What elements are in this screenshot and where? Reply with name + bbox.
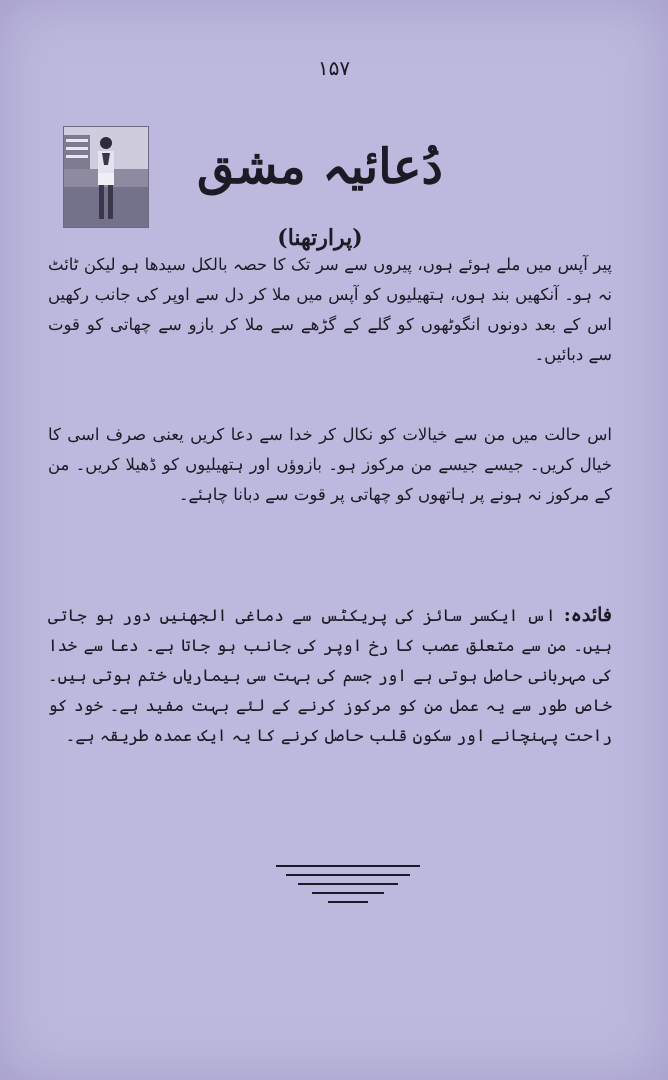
benefit-text: اس ایکسر سائز کی پریکٹس سے دماغی الجھنیں دور ہو جاتی ہیں۔ من سے متعلق عصب کا رخ اوپر کی جانب ہو جاتا ہے۔ دعا سے خدا کی مہربانی حاصل ہوتی ہے اور جسم کی بہت سی بیماریاں ختم ہوتی ہیں۔ خاص طور سے یہ عمل من کو مرکوز کرنے کے لئے بہت مفید ہے۔ خود کو راحت پہنچانے اور سکونِ قلب حاصل کرنے کا یہ ایک عمدہ طریقہ ہے۔ xyxy=(48,606,612,745)
benefit-paragraph xyxy=(48,600,612,751)
title-subtitle: (پرارتھنا) xyxy=(277,225,363,252)
exercise-title xyxy=(150,136,490,261)
instructions-paragraph-2: اس حالت میں من سے خیالات کو نکال کر خدا سے دعا کریں یعنی صرف اسی کا خیال کریں۔ جیسے جیسے من مرکوز ہو۔ بازوؤں اور ہتھیلیوں کو ڈھیلا کریں۔ من کے مرکوز نہ ہونے پر ہاتھوں کو چھاتی پر قوت سے دبانا چاہئے۔ xyxy=(48,425,612,504)
instructions-paragraph-1: پیر آپس میں ملے ہوئے ہوں، پیروں سے سر تک کا حصہ بالکل سیدھا ہو لیکن ٹائٹ نہ ہو۔ آنکھیں بند ہوں، ہتھیلیوں کو آپس میں ملا کر دل سے اوپر کی جانب رکھیں اس کے بعد دونوں انگوٹھوں کو گلے کے گڑھے سے ملا کر بازو سے چھاتی کو قوت سے دبائیں۔ xyxy=(48,255,612,364)
section-end-ornament xyxy=(276,860,420,910)
praying-figure-illustration xyxy=(64,127,148,227)
page-number: ۱۵۷ xyxy=(317,56,351,80)
benefit-label: فائدہ: xyxy=(563,604,612,626)
title-text: دُعائیہ مشق xyxy=(197,139,443,195)
exercise-photo xyxy=(63,126,149,228)
